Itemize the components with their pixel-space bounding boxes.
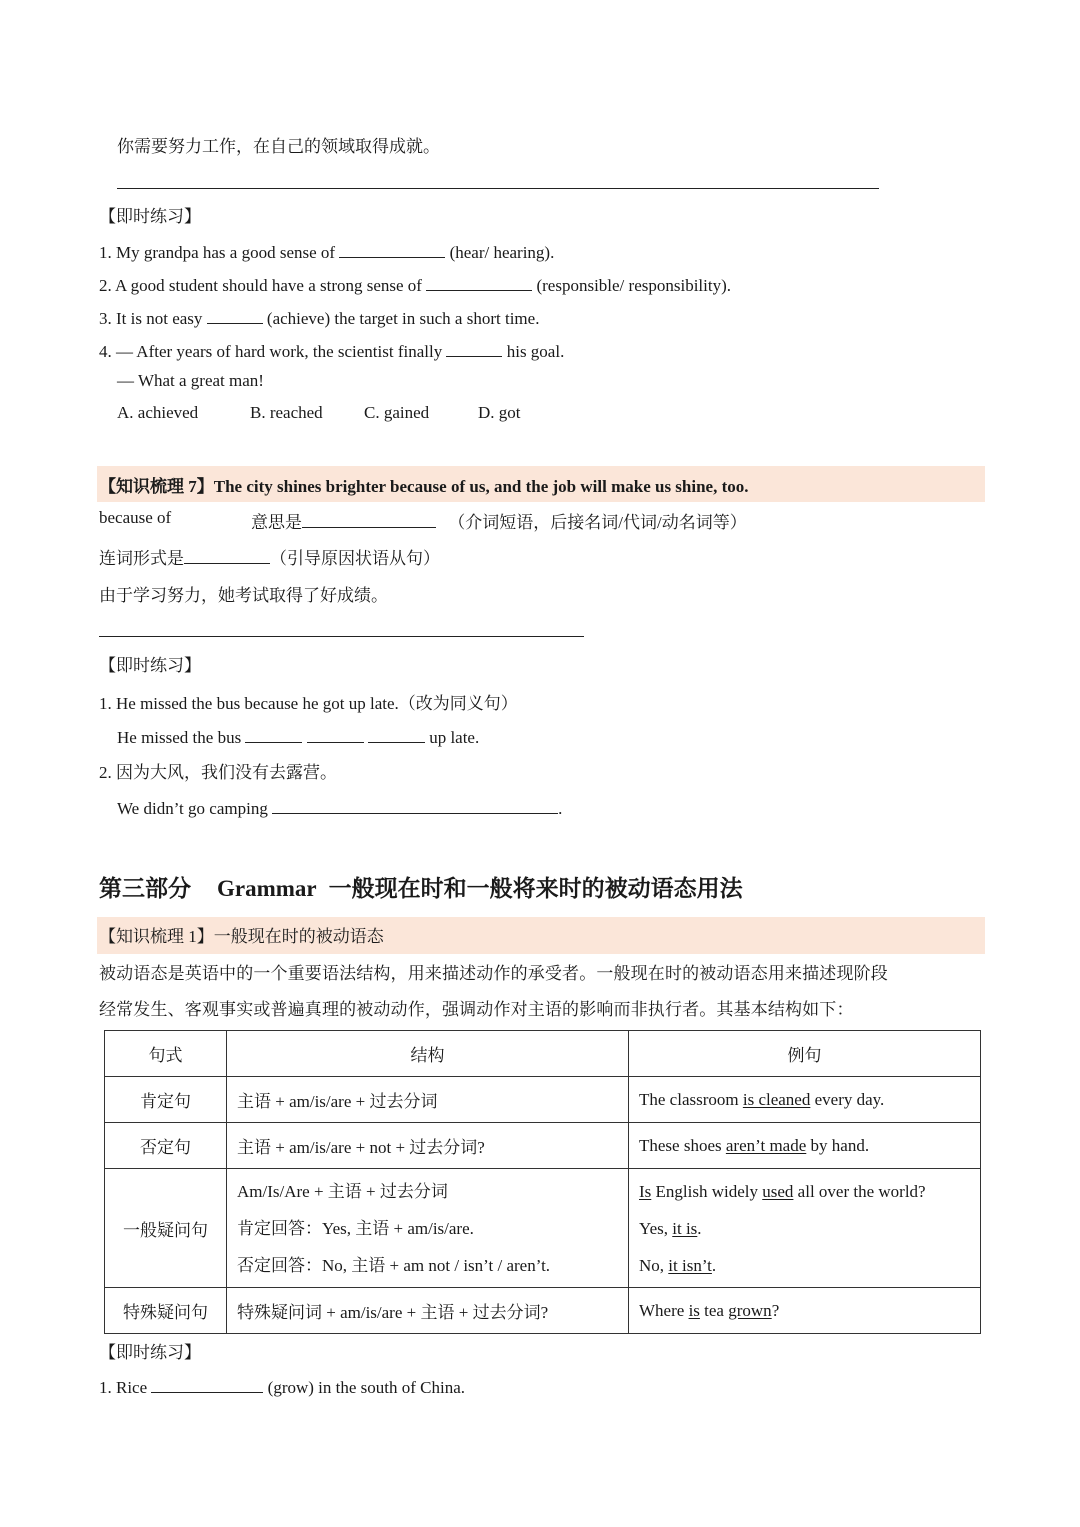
answer-blank[interactable] <box>339 239 445 258</box>
option-d[interactable]: D. got <box>478 403 521 422</box>
structure-cell: 主语 + am/is/are + not + 过去分词? <box>227 1123 629 1169</box>
answer-blank[interactable] <box>368 724 425 743</box>
practice-question-4: 4. — After years of hard work, the scientist finally his goal. <box>99 338 564 362</box>
translate-sentence: 由于学习努力，她考试取得了好成绩。 <box>99 586 388 605</box>
structure-cell: 主语 + am/is/are + 过去分词 <box>227 1077 629 1123</box>
answer-line <box>117 188 879 189</box>
sentence-type: 肯定句 <box>105 1077 227 1123</box>
grammar-table <box>104 1030 981 1334</box>
knowledge-tag: 【知识梳理 1】 <box>99 927 214 946</box>
answer-blank[interactable] <box>207 305 263 324</box>
structure-cell: Am/Is/Are + 主语 + 过去分词 肯定回答：Yes, 主语 + am/is/are. 否定回答：No, 主语 + am not / isn’t / aren’t. <box>227 1169 629 1288</box>
answer-line <box>99 636 584 637</box>
answer-blank[interactable] <box>151 1374 263 1393</box>
practice-title: 【即时练习】 <box>99 656 201 675</box>
sentence-type: 特殊疑问句 <box>105 1288 227 1334</box>
paragraph-line-2: 经常发生、客观事实或普遍真理的被动动作，强调动作对主语的影响而非执行者。其基本结构如下： <box>99 1000 854 1019</box>
example-cell: Is English widely used all over the world? Yes, it is. No, it isn’t. <box>629 1169 981 1288</box>
practice-question-2: 2. 因为大风，我们没有去露营。 <box>99 763 337 782</box>
phrase-term: because of <box>99 508 172 527</box>
table-row <box>105 1288 981 1334</box>
practice-answer-1: He missed the bus up late. <box>117 724 479 748</box>
practice-title: 【即时练习】 <box>99 1343 201 1362</box>
conjunction-form: 连词形式是 （引导原因状语从句） <box>99 544 440 569</box>
header-cell: 句式 <box>105 1031 227 1077</box>
table-header-row <box>105 1031 981 1077</box>
header-cell: 例句 <box>629 1031 981 1077</box>
answer-blank[interactable] <box>426 272 532 291</box>
example-cell: Where is tea grown? <box>629 1288 981 1334</box>
knowledge-heading: 【知识梳理 1】一般现在时的被动语态 <box>99 927 384 946</box>
answer-blank[interactable] <box>272 795 558 814</box>
practice-title: 【即时练习】 <box>99 207 201 226</box>
structure-cell: 特殊疑问词 + am/is/are + 主语 + 过去分词? <box>227 1288 629 1334</box>
practice-question-1: 1. Rice (grow) in the south of China. <box>99 1374 465 1398</box>
answer-blank[interactable] <box>184 545 270 564</box>
option-b[interactable]: B. reached <box>250 403 323 422</box>
knowledge-tag: 【知识梳理 7】 <box>99 477 214 496</box>
option-a[interactable]: A. achieved <box>117 403 199 422</box>
answer-blank[interactable] <box>302 509 436 528</box>
practice-question-1: 1. He missed the bus because he got up late.（改为同义句） <box>99 694 518 713</box>
answer-blank[interactable] <box>307 724 364 743</box>
answer-blank[interactable] <box>245 724 302 743</box>
section-title: 第三部分 Grammar 一般现在时和一般将来时的被动语态用法 <box>99 876 743 901</box>
table-row <box>105 1077 981 1123</box>
practice-answer-2: We didn’t go camping . <box>117 795 562 819</box>
knowledge-heading <box>99 472 749 497</box>
table-row <box>105 1123 981 1169</box>
practice-question-3: 3. It is not easy (achieve) the target in such a short time. <box>99 305 539 329</box>
option-c[interactable]: C. gained <box>364 403 430 422</box>
practice-question-2: 2. A good student should have a strong sense of (responsible/ responsibility). <box>99 272 731 296</box>
practice-question-1: 1. My grandpa has a good sense of (hear/ hearing). <box>99 239 554 263</box>
chinese-sentence: 你需要努力工作，在自己的领域取得成就。 <box>117 137 440 156</box>
dialogue-reply: — What a great man! <box>117 371 264 390</box>
sentence-type: 否定句 <box>105 1123 227 1169</box>
knowledge-sentence: The city shines brighter because of us, and the job will make us shine, too. <box>213 477 749 496</box>
table-row <box>105 1169 981 1288</box>
answer-blank[interactable] <box>446 338 502 357</box>
phrase-meaning: 意思是 （介词短语，后接名词/代词/动名词等） <box>251 508 747 533</box>
example-cell: The classroom is cleaned every day. <box>629 1077 981 1123</box>
example-cell: These shoes aren’t made by hand. <box>629 1123 981 1169</box>
paragraph-line-1: 被动语态是英语中的一个重要语法结构，用来描述动作的承受者。一般现在时的被动语态用来描述现阶段 <box>99 964 888 983</box>
sentence-type: 一般疑问句 <box>105 1169 227 1288</box>
header-cell: 结构 <box>227 1031 629 1077</box>
